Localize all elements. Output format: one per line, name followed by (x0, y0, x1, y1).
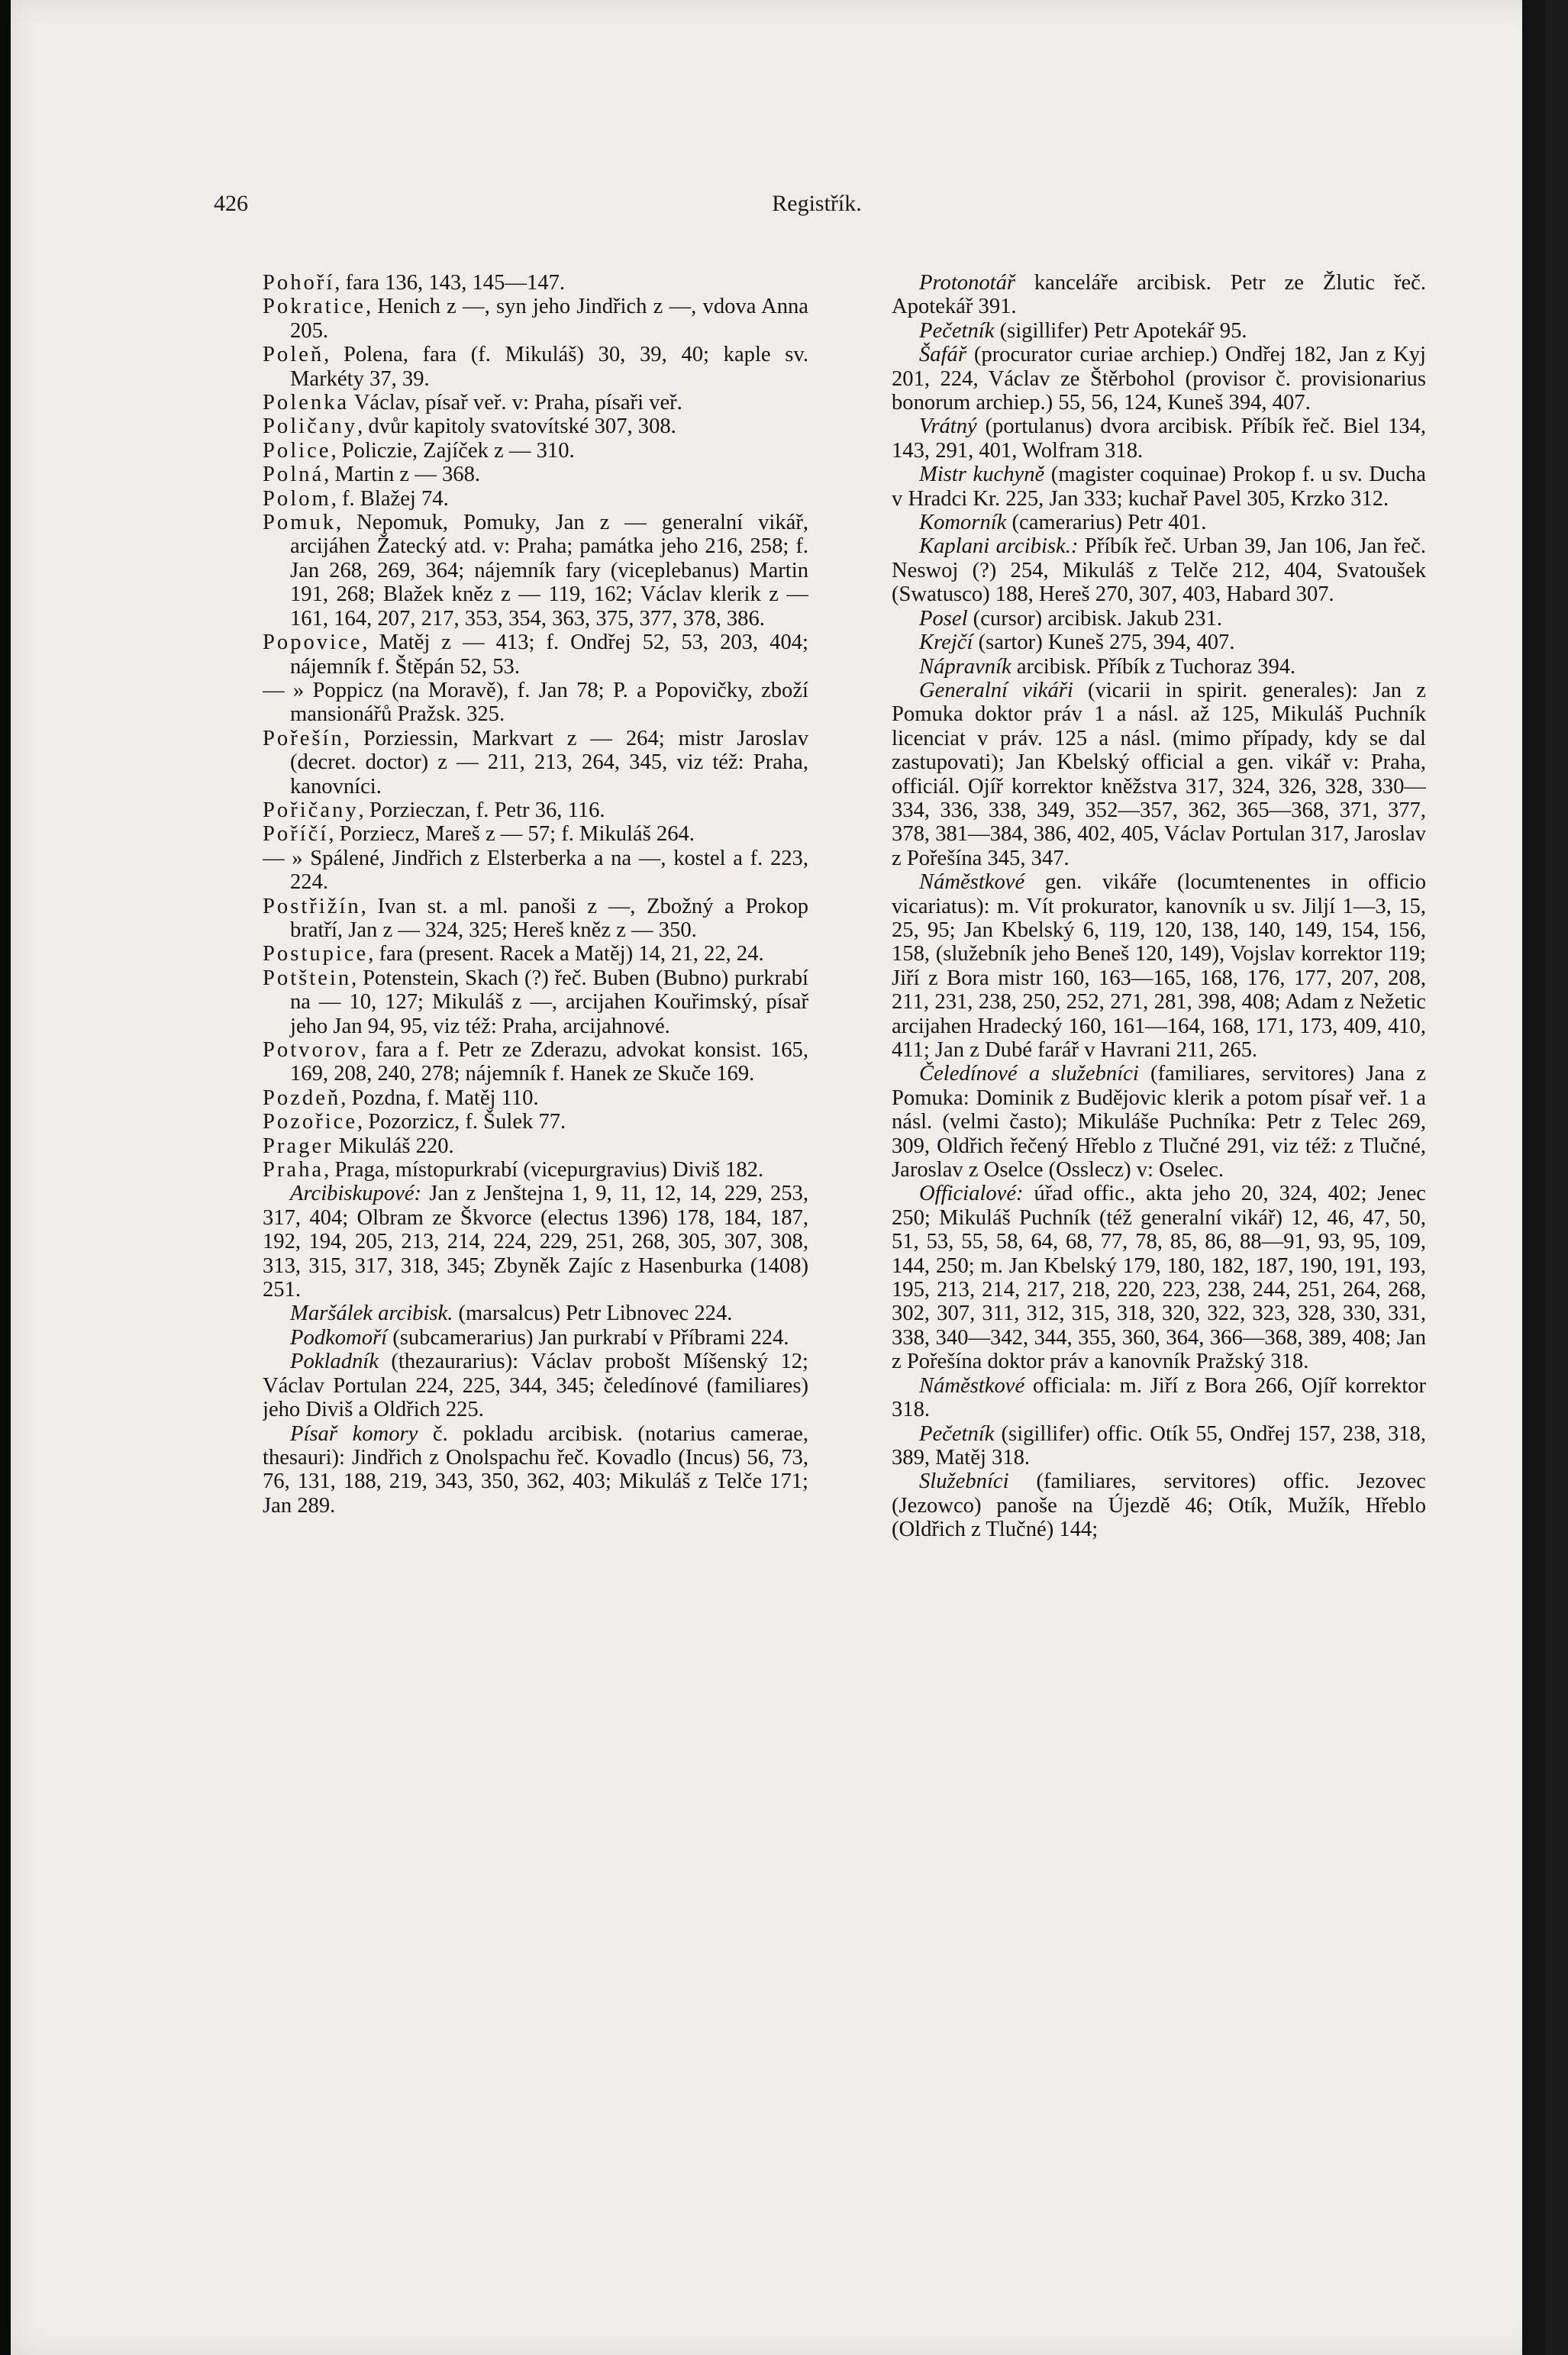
subentry-label: Officialové: (919, 1182, 1024, 1206)
entry-text: officiala: m. Jiří z Bora 266, Ojíř korrektor 318. (892, 1373, 1426, 1422)
subentry-label: Krejčí (919, 631, 973, 655)
entry-text: , Porzieczan, f. Petr 36, 116. (358, 798, 605, 822)
entry-text: , fara 136, 143, 145—147. (334, 271, 566, 295)
index-entry (263, 679, 808, 727)
subentry-label: Kaplani arcibisk.: (919, 534, 1079, 559)
entry-text: (marsalcus) Petr Libnovec 224. (453, 1302, 733, 1326)
index-entry (263, 487, 808, 511)
index-subentry (892, 1374, 1426, 1422)
subentry-label: Nápravník (919, 654, 1011, 679)
index-entry (263, 1110, 808, 1134)
index-entry (263, 343, 808, 391)
entry-headword: Poříčí (263, 822, 329, 847)
entry-text: , dvůr kapitoly svatovítské 307, 308. (357, 415, 676, 439)
entry-text: , fara (present. Racek a Matěj) 14, 21, 22, 24. (368, 942, 764, 966)
entry-text: (camerarius) Petr 401. (1006, 511, 1207, 535)
index-subentry (892, 655, 1426, 679)
subentry-label: Čeledínové a služebníci (919, 1062, 1139, 1086)
index-entry (263, 295, 808, 343)
entry-headword: Pozdeň (263, 1086, 341, 1110)
entry-text: (sartor) Kuneš 275, 394, 407. (973, 631, 1235, 655)
index-subentry (892, 1422, 1426, 1470)
entry-headword: Pohoří (263, 271, 335, 295)
entry-text: , Potenstein, Skach (?) řeč. Buben (Bubno) purkrabí na — 10, 127; Mikuláš z —, arcijahen Kouřimský, písař jeho Jan 94, 95, viz též: Praha, arcijahnové. (290, 966, 808, 1038)
index-entry (263, 1158, 808, 1182)
index-subentry (892, 534, 1426, 606)
entry-text: (thezaurarius): Václav probošt Míšenský 12; Václav Portulan 224, 225, 344, 345; čeledínové (familiares) jeho Diviš a Oldřich 225. (263, 1350, 808, 1422)
entry-text: č. pokladu arcibisk. (notarius camerae, thesauri): Jindřich z Onolspachu řeč. Kovadlo (Incus) 56, 73, 76, 131, 188, 219, 343, 350, 362, 403; Mikuláš z Telče 171; Jan 289. (263, 1421, 808, 1518)
entry-text: Jan z Jenštejna 1, 9, 11, 12, 14, 229, 253, 317, 404; Olbram ze Škvorce (electus 1396) 178, 184, 187, 192, 194, 205, 213, 214, 224, 229, 251, 268, 305, 307, 308, 313, 315, 317, 318, 345; Zbyněk Zajíc z Hasenburka (1408) 251. (263, 1182, 808, 1302)
entry-text: , Martin z — 368. (324, 463, 481, 487)
index-entry (263, 439, 808, 463)
entry-text: gen. vikáře (locumtenentes in officio vicariatus): m. Vít prokurator, kanovník u sv. Jiljí 1—3, 15, 25, 95; Jan Kbelský 6, 119, 120, 138, 140, 149, 154, 156, 158, (služebník jeho Beneš 120, 149), Vojslav korrektor 119; Jiří z Bora mistr 160, 163—165, 168, 176, 177, 207, 208, 211, 231, 238, 250, 252, 271, 281, 398, 408; Adam z Nežetic arcijahen Hradecký 160, 161—164, 168, 171, 173, 409, 410, 411; Jan z Dubé farář v Havrani 211, 265. (892, 870, 1426, 1062)
subentry-label: Maršálek arcibisk. (290, 1302, 453, 1326)
index-subentry (892, 463, 1426, 511)
entry-text: (magister coquinae) Prokop f. u sv. Ducha v Hradci Kr. 225, Jan 333; kuchař Pavel 305, Krzko 312. (892, 463, 1426, 511)
entry-text: , Henich z —, syn jeho Jindřich z —, vdova Anna 205. (290, 295, 808, 343)
subentry-label: Písař komory (290, 1421, 418, 1446)
entry-text: (cursor) arcibisk. Jakub 231. (967, 606, 1223, 631)
subentry-label: Služebníci (919, 1469, 1009, 1494)
entry-headword: Praha (263, 1158, 324, 1182)
index-entry (263, 391, 808, 415)
entry-headword: Pořešín (263, 726, 344, 750)
entry-headword: Prager (263, 1134, 334, 1158)
subentry-label: Arcibiskupové: (290, 1182, 422, 1206)
index-subentry (892, 415, 1426, 463)
entry-headword: Pomuk (263, 511, 337, 535)
index-subentry (892, 1062, 1426, 1182)
entry-headword: Polom (263, 486, 331, 511)
scan-edge-left (0, 0, 11, 2355)
index-column-left (263, 271, 808, 2286)
entry-text: (familiares, servitores) Jana z Pomuka: Dominik z Budějovic klerik a potom písař veř. 1 a násl. (velmi často); Mikuláše Puchníka: Petr z Telec 269, 309, Oldřich řečený Hřeblo z Tlučné 291, viz též: z Tlučné, Jaroslav z Oselce (Osslecz) v: Oselec. (892, 1062, 1426, 1182)
entry-text: kanceláře arcibisk. Petr ze Žlutic řeč. Apotekář 391. (892, 271, 1426, 319)
entry-headword: Poleň (263, 343, 324, 367)
index-subentry (892, 1182, 1426, 1373)
entry-text: , f. Blažej 74. (331, 486, 449, 511)
entry-text: , Polena, fara (f. Mikuláš) 30, 39, 40; kaple sv. Markéty 37, 39. (290, 343, 808, 391)
entry-headword: Polenka (263, 391, 350, 415)
entry-headword: Polná (263, 463, 324, 487)
index-entry (263, 271, 808, 295)
subentry-label: Komorník (919, 511, 1007, 535)
index-subentry (263, 1182, 808, 1302)
index-subentry (892, 607, 1426, 631)
index-subentry (263, 1350, 808, 1421)
index-entry (263, 1038, 808, 1086)
entry-text: Příbík řeč. Urban 39, Jan 106, Jan řeč. Neswoj (?) 254, Mikuláš z Telče 212, 404, Svatoušek (Swatusco) 188, Hereš 270, 307, 403, Habard 307. (892, 534, 1426, 607)
subentry-label: Pokladník (290, 1350, 379, 1374)
index-subentry (892, 271, 1426, 319)
index-entry (263, 847, 808, 895)
entry-text: (vicarii in spirit. generales): Jan z Pomuka doktor práv 1 a násl. až 125, Mikuláš Puchník licenciat v práv. 125 a násl. (mimo případy, kdy se dal zastupovati); Jan Kbelský official a gen. vikář v: Praha, officiál. Ojíř korrektor kněžstva 317, 324, 326, 328, 330—334, 336, 338, 349, 352—357, 362, 365—368, 371, 377, 378, 381—384, 386, 402, 405, Václav Portulan 317, Jaroslav z Pořešína 345, 347. (892, 678, 1426, 870)
entry-text: , Nepomuk, Pomuky, Jan z — generalní vikář, arcijáhen Žatecký atd. v: Praha; památka jeho 216, 258; f. Jan 268, 269, 364; nájemník fary (viceplebanus) Martin 191, 268; Blažek kněz z — 119, 162; Václav klerik z — 161, 164, 207, 217, 353, 354, 363, 375, 377, 378, 386. (290, 511, 808, 631)
entry-text: (procurator curiae archiep.) Ondřej 182, Jan z Kyj 201, 224, Václav ze Štěrbohol (provisor č. provisionarius bonorum archiep.) 55, 56, 124, Kuneš 394, 407. (892, 343, 1426, 415)
subentry-label: Pečetník (919, 318, 995, 343)
entry-headword: Postupice (263, 942, 369, 966)
scan-edge-right (1522, 0, 1545, 2355)
entry-text: , Matěj z — 413; f. Ondřej 52, 53, 203, 404; nájemník f. Štěpán 52, 53. (290, 631, 808, 679)
entry-text: (portulanus) dvora arcibisk. Příbík řeč. Biel 134, 143, 291, 401, Wolfram 318. (892, 415, 1426, 463)
index-subentry (263, 1422, 808, 1518)
index-entry (263, 631, 808, 679)
entry-text: (subcamerarius) Jan purkrabí v Příbrami 224. (387, 1325, 789, 1350)
index-subentry (892, 343, 1426, 415)
entry-text: (familiares, servitores) offic. Jezovec (Jezowco) panoše na Újezdě 46; Otík, Mužík, Hřeblo (Oldřich z Tlučné) 144; (892, 1469, 1426, 1542)
entry-headword: Popovice (263, 631, 363, 655)
entry-headword: Pozořice (263, 1110, 358, 1134)
entry-text: , Ivan st. a ml. panoši z —, Zbožný a Prokop bratří, Jan z — 324, 325; Hereš kněz z — 350. (290, 894, 808, 942)
index-entry (263, 822, 808, 846)
subentry-label: Šafář (919, 343, 966, 367)
index-entry (263, 511, 808, 631)
page-header (214, 191, 1420, 221)
entry-text: , Porziecz, Mareš z — 57; f. Mikuláš 264. (328, 822, 695, 847)
subentry-label: Náměstkové (919, 1373, 1025, 1398)
subentry-label: Vrátný (919, 415, 977, 439)
index-entry (263, 1086, 808, 1110)
subentry-label: Posel (919, 606, 968, 631)
entry-headword: Postřižín (263, 894, 361, 918)
entry-text: úřad offic., akta jeho 20, 324, 402; Jenec 250; Mikuláš Puchník (též generalní vikář) 12, 46, 47, 50, 51, 53, 55, 58, 64, 68, 77, 78, 85, 86, 88—91, 93, 95, 109, 144, 250; m. Jan Kbelský 179, 180, 182, 187, 190, 191, 193, 195, 213, 214, 217, 218, 220, 223, 238, 244, 251, 264, 268, 302, 307, 311, 312, 315, 318, 320, 322, 323, 328, 330, 331, 338, 340—342, 344, 355, 360, 364, 366—368, 389, 408; Jan z Pořešína doktor práv a kanovník Pražský 318. (892, 1182, 1426, 1374)
index-entry (263, 415, 808, 438)
subentry-label: Generalní vikáři (919, 678, 1073, 702)
entry-headword: Potvorov (263, 1038, 361, 1062)
index-subentry (263, 1302, 808, 1325)
index-entry (263, 895, 808, 943)
entry-text: , Porziessin, Markvart z — 264; mistr Jaroslav (decret. doctor) z — 211, 213, 264, 345, viz též: Praha, kanovníci. (290, 726, 808, 798)
entry-text: Václav, písař veř. v: Praha, písaři veř. (349, 391, 682, 415)
subentry-label: Protonotář (919, 271, 1016, 295)
subentry-label: Náměstkové (919, 870, 1025, 895)
index-entry (263, 1134, 808, 1158)
index-subentry (892, 870, 1426, 1062)
index-subentry (892, 679, 1426, 870)
entry-text: — » Poppicz (na Moravě), f. Jan 78; P. a Popovičky, zboží mansionářů Pražsk. 325. (263, 678, 808, 727)
entry-headword: Police (263, 438, 331, 463)
entry-text: , Policzie, Zajíček z — 310. (331, 438, 575, 463)
index-entry (263, 966, 808, 1038)
entry-text: , Pozorzicz, f. Šulek 77. (357, 1110, 566, 1134)
entry-text: , Pozdna, f. Matěj 110. (340, 1086, 539, 1110)
index-subentry (892, 319, 1426, 343)
index-column-right (892, 271, 1426, 2286)
entry-text: arcibisk. Příbík z Tuchoraz 394. (1011, 654, 1296, 679)
subentry-label: Mistr kuchyně (919, 463, 1045, 487)
entry-text: Mikuláš 220. (333, 1134, 454, 1158)
running-title: Registřík. (772, 191, 862, 216)
index-entry (263, 463, 808, 486)
entry-text: (sigillifer) Petr Apotekář 95. (994, 318, 1247, 343)
index-subentry (892, 631, 1426, 654)
page-number: 426 (214, 191, 248, 216)
index-entry (263, 798, 808, 822)
index-subentry (892, 511, 1426, 534)
index-entry (263, 727, 808, 798)
subentry-label: Podkomoří (290, 1325, 388, 1350)
entry-text: — » Spálené, Jindřich z Elsterberka a na —, kostel a f. 223, 224. (263, 846, 808, 895)
index-entry (263, 942, 808, 966)
entry-headword: Poličany (263, 415, 358, 439)
entry-headword: Potštein (263, 966, 352, 990)
index-subentry (892, 1469, 1426, 1541)
entry-text: , fara a f. Petr ze Zderazu, advokat konsist. 165, 169, 208, 240, 278; nájemník f. Hanek ze Skuče 169. (290, 1038, 808, 1086)
entry-text: (sigillifer) offic. Otík 55, Ondřej 157, 238, 318, 389, Matěj 318. (892, 1421, 1426, 1469)
index-subentry (263, 1326, 808, 1350)
subentry-label: Pečetník (919, 1421, 995, 1446)
entry-headword: Pokratice (263, 295, 366, 319)
entry-text: , Praga, místopurkrabí (vicepurgravius) Diviš 182. (324, 1158, 764, 1182)
entry-headword: Pořičany (263, 798, 359, 822)
